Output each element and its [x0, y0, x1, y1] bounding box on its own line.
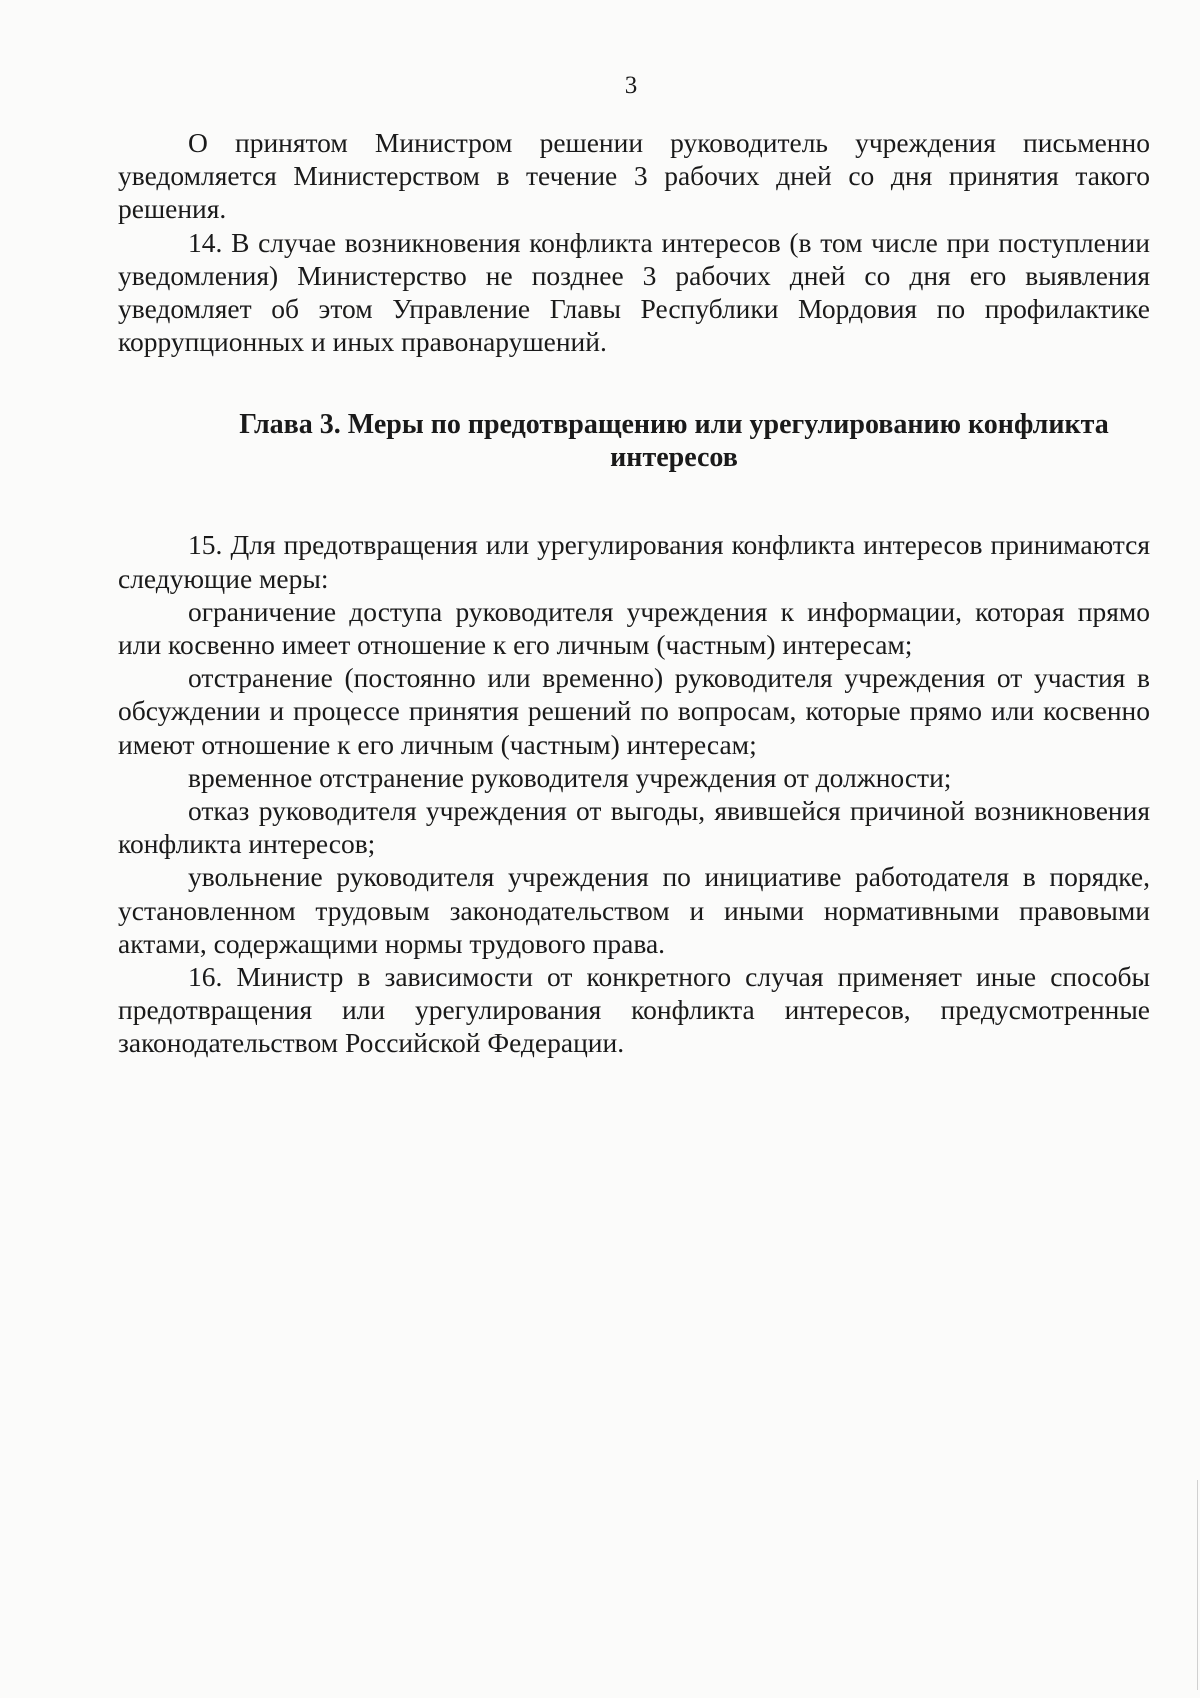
paragraph-14: 14. В случае возникновения конфликта интересов (в том числе при поступлении уведомления) Министерство не позднее 3 рабочих дней со дня его выявления уведомляет об этом Управление Главы Республики Мордовия по профилактике коррупционных и иных правонарушений. — [118, 226, 1150, 358]
measure-item-restrict-access: ограничение доступа руководителя учреждения к информации, которая прямо или косвенно имеет отношение к его личным (частным) интересам; — [118, 595, 1150, 661]
scan-edge-line — [1197, 1480, 1198, 1690]
paragraph-15: 15. Для предотвращения или урегулирования конфликта интересов принимаются следующие меры: — [118, 529, 1150, 594]
paragraph-16: 16. Министр в зависимости от конкретного случая применяет иные способы предотвращения или урегулирования конфликта интересов, предусмотренные законодательством Российской Федерации. — [118, 961, 1150, 1059]
chapter-heading-line-2: интересов — [610, 442, 738, 474]
document-body — [118, 126, 1150, 1060]
measure-item-refuse-benefit: отказ руководителя учреждения от выгоды, явившейся причиной возникновения конфликта интересов; — [118, 795, 1150, 860]
measure-item-dismissal: увольнение руководителя учреждения по инициативе работодателя в порядке, установленном трудовым законодательством и иными нормативными правовыми актами, содержащими нормы трудового права. — [118, 861, 1150, 959]
measure-item-removal-from-decisions: отстранение (постоянно или временно) руководителя учреждения от участия в обсуждении и процессе принятия решений по вопросам, которые прямо или косвенно имеют отношение к его личным (частным) интересам; — [118, 662, 1150, 760]
page-number: 3 — [624, 72, 638, 99]
chapter-heading-line-1: Глава 3. Меры по предотвращению или урегулированию конфликта — [239, 409, 1109, 441]
measure-item-temporary-suspension: временное отстранение руководителя учреждения от должности; — [188, 761, 952, 793]
chapter-heading — [118, 408, 1150, 474]
paragraph-notification: О принятом Министром решении руководитель учреждения письменно уведомляется Министерством в течение 3 рабочих дней со дня принятия такого решения. — [118, 127, 1150, 225]
